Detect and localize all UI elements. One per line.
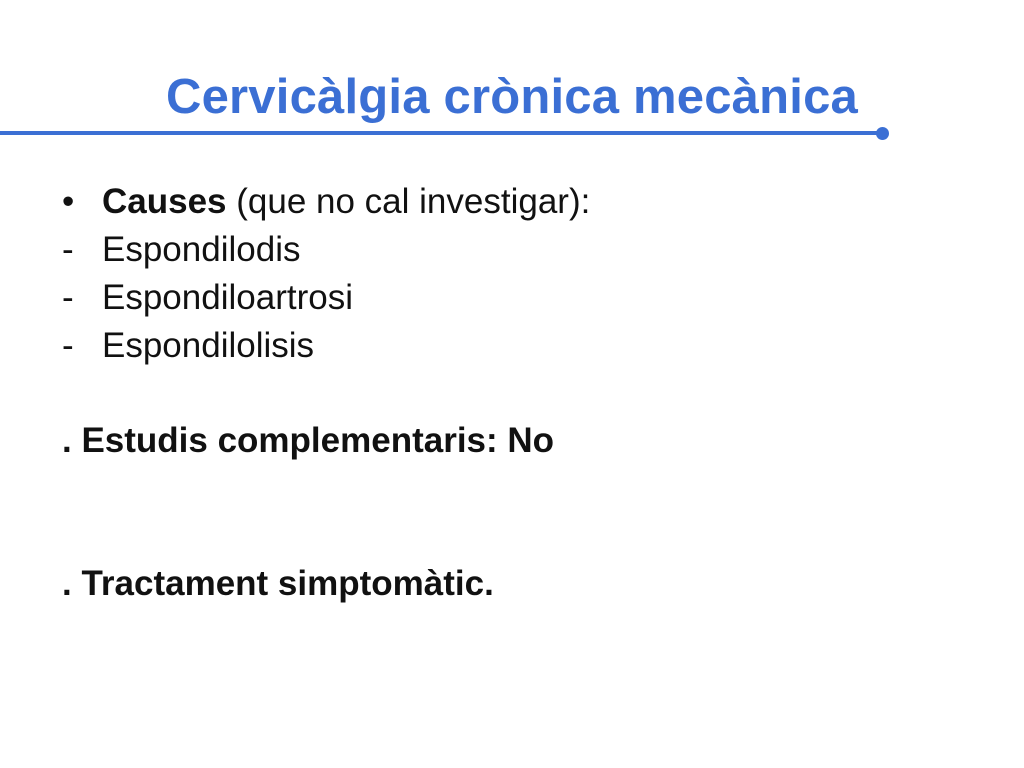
causes-heading xyxy=(62,178,590,226)
cause-item-text: Espondiloartrosi xyxy=(102,278,353,317)
estudis-statement: . Estudis complementaris: No xyxy=(62,421,555,460)
underline-end-dot xyxy=(876,127,889,140)
dash-marker: - xyxy=(62,230,74,269)
slide-title: Cervicàlgia crònica mecànica xyxy=(166,70,858,124)
bullet-marker: • xyxy=(62,182,75,221)
title-underline xyxy=(0,131,884,135)
cause-item-text: Espondilolisis xyxy=(102,326,315,365)
causes-label: Causes xyxy=(102,182,227,221)
dash-marker: - xyxy=(62,326,74,365)
causes-note: (que no cal investigar): xyxy=(226,182,591,221)
tractament-statement: . Tractament simptomàtic. xyxy=(62,564,494,603)
cause-item-text: Espondilodis xyxy=(102,230,301,269)
causes-section xyxy=(62,178,590,370)
dash-marker: - xyxy=(62,278,74,317)
cause-item xyxy=(62,226,590,274)
cause-item xyxy=(62,274,590,322)
cause-item xyxy=(62,322,590,370)
